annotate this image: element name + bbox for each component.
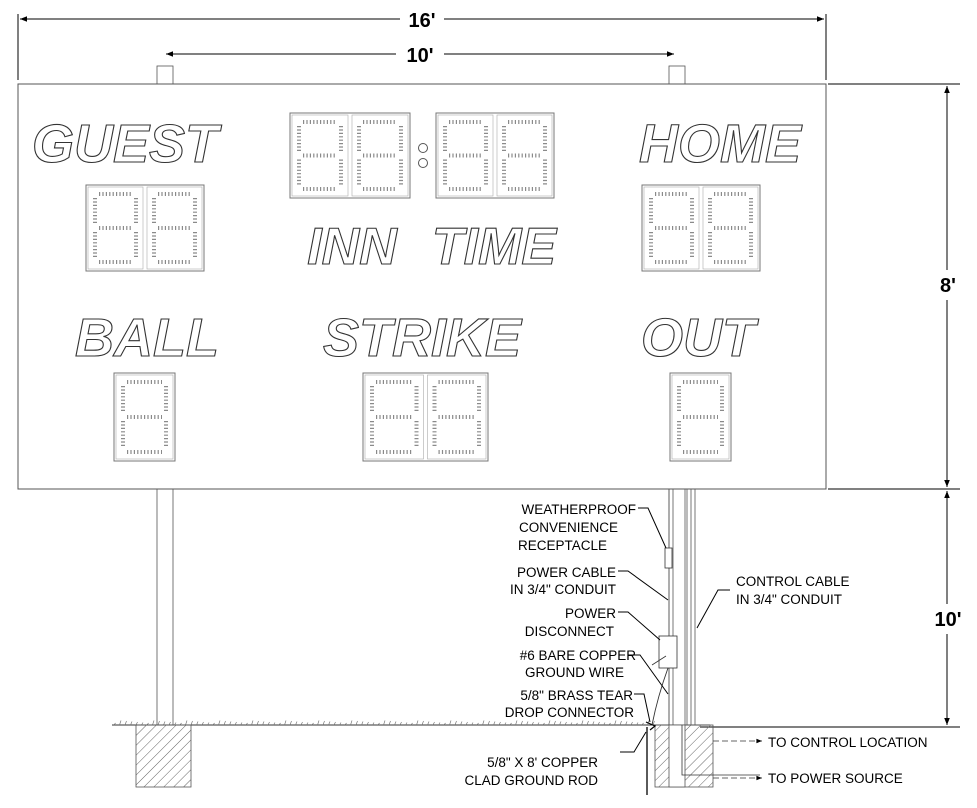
- ball-count-module: [114, 373, 175, 461]
- power-cable-note-2: IN 3/4" CONDUIT: [509, 582, 616, 597]
- strike-label: STRIKE: [322, 308, 522, 368]
- receptacle-note-2: CONVENIENCE: [518, 520, 618, 535]
- ground-wire-note-2: GROUND WIRE: [525, 665, 624, 680]
- guest-score-module: [86, 185, 204, 271]
- convenience-receptacle: [665, 548, 672, 568]
- clearance-label: 10': [934, 609, 962, 631]
- disconnect-note-2: DISCONNECT: [524, 624, 614, 639]
- out-count-module: [670, 373, 731, 461]
- to-power-source-note: TO POWER SOURCE: [768, 771, 903, 786]
- control-cable-note-2: IN 3/4" CONDUIT: [736, 592, 843, 607]
- clock-minutes-module: [290, 113, 410, 198]
- to-control-location-note: TO CONTROL LOCATION: [768, 735, 928, 750]
- ground-rod-note-2: CLAD GROUND ROD: [464, 773, 598, 788]
- guest-label: GUEST: [31, 114, 219, 174]
- ball-label: BALL: [75, 308, 219, 368]
- dimension-post-spacing: [166, 45, 674, 67]
- strike-count-module: [363, 373, 488, 461]
- connector-note-1: 5/8" BRASS TEAR: [520, 688, 633, 703]
- ground-line: [112, 721, 710, 726]
- receptacle-note-1: WEATHERPROOF: [521, 502, 636, 517]
- home-score-module: [642, 185, 760, 271]
- ground-wire: [652, 668, 668, 725]
- post-spacing-label: 10': [406, 45, 434, 67]
- power-disconnect-box: [659, 636, 677, 668]
- clock-seconds-module: [436, 113, 554, 198]
- home-label: HOME: [639, 114, 801, 174]
- time-label: TIME: [431, 218, 557, 276]
- left-footing: [136, 725, 191, 787]
- inning-label: INN: [307, 218, 397, 276]
- board-height-label: 8': [940, 275, 956, 297]
- out-label: OUT: [641, 308, 755, 368]
- receptacle-note-3: RECEPTACLE: [517, 538, 607, 553]
- ground-wire-note-1: #6 BARE COPPER: [519, 648, 636, 663]
- power-cable-note-1: POWER CABLE: [516, 565, 616, 580]
- overall-width-label: 16': [408, 10, 436, 32]
- dimension-clearance: [700, 491, 962, 727]
- right-post-embedded: [669, 725, 685, 787]
- connector-note-2: DROP CONNECTOR: [504, 705, 634, 720]
- ground-rod-note-1: 5/8" X 8' COPPER: [487, 755, 598, 770]
- disconnect-note-1: POWER: [564, 606, 616, 621]
- control-cable-note-1: CONTROL CABLE: [736, 574, 850, 589]
- dimension-board-height: [828, 84, 960, 489]
